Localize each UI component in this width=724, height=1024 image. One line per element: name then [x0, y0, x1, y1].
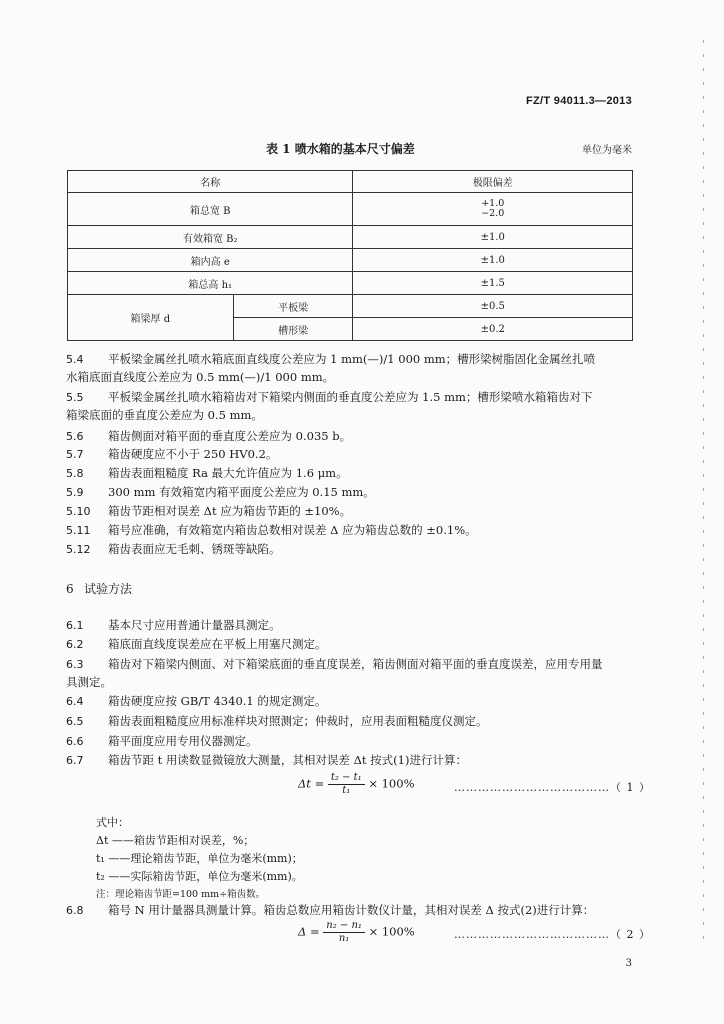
tolerance-upper: +1.0: [481, 198, 505, 209]
cell-subname: 槽形梁: [233, 318, 353, 341]
clause-6-3: 6.3 箱齿对下箱梁内侧面、对下箱梁底面的垂直度误差，箱齿侧面对箱平面的垂直度误差，应用专用量: [66, 657, 603, 671]
clause-5-4: 5.4 平板梁金属丝扎喷水箱底面直线度公差应为 1 mm(—)/1 000 mm；槽形梁树脂固化金属丝扎喷: [66, 352, 596, 366]
column-header-name: 名称: [68, 171, 353, 193]
clause-5-8: 5.8 箱齿表面粗糙度 Ra 最大允许值应为 1.6 μm。: [66, 466, 348, 480]
scan-edge-marks: [703, 40, 704, 940]
clause-5-5-cont: 箱梁底面的垂直度公差应为 0.5 mm。: [66, 408, 263, 422]
cell-name: 有效箱宽 B₂: [68, 226, 353, 249]
formula-2-fraction: $\frac{\text{n₂ − n₁}}{\text{n₁}}$: [323, 920, 365, 945]
cell-tolerance: ±0.2: [353, 318, 633, 341]
standard-code: FZ/T 94011.3—2013: [526, 95, 632, 107]
column-header-tolerance: 极限偏差: [353, 171, 633, 193]
formula-1-fraction: $\frac{\text{t₂ − t₁}}{\text{t₁}}$: [328, 772, 365, 797]
formula-2-number: …………………………………（ 2 ）: [454, 928, 651, 941]
table-header-row: [68, 171, 633, 193]
clause-5-10: 5.10 箱齿节距相对误差 Δt 应为箱齿节距的 ±10%。: [66, 504, 352, 518]
clause-5-5: 5.5 平板梁金属丝扎喷水箱箱齿对下箱梁内侧面的垂直度公差应为 1.5 mm；槽形梁喷水箱箱齿对下: [66, 390, 593, 404]
cell-tolerance: ±0.5: [353, 295, 633, 318]
clause-5-4-cont: 水箱底面直线度公差应为 0.5 mm(—)/1 000 mm。: [66, 370, 335, 384]
clause-6-1: 6.1 基本尺寸应用普通计量器具测定。: [66, 618, 281, 632]
cell-tolerance: [353, 193, 633, 226]
clause-5-11: 5.11 箱号应准确，有效箱宽内箱齿总数相对误差 Δ 应为箱齿总数的 ±0.1%。: [66, 523, 477, 537]
table-row: [68, 295, 633, 318]
cell-tolerance: ±1.5: [353, 272, 633, 295]
table-row: [68, 226, 633, 249]
clause-5-12: 5.12 箱齿表面应无毛刺、锈斑等缺陷。: [66, 542, 281, 556]
cell-name: 箱总高 h₁: [68, 272, 353, 295]
section-6-heading: 6 试验方法: [66, 582, 133, 596]
definition-delta-t: Δt ——箱齿节距相对误差，%；: [96, 834, 255, 847]
definition-t2: t₂ ——实际箱齿节距，单位为毫米(mm)。: [96, 870, 303, 883]
clause-6-5: 6.5 箱齿表面粗糙度应用标准样块对照测定；仲裁时，应用表面粗糙度仪测定。: [66, 714, 488, 728]
table-unit-note: 单位为毫米: [582, 145, 632, 156]
formula-1-number: …………………………………（ 1 ）: [454, 781, 651, 794]
clause-6-8: 6.8 箱号 N 用计量器具测量计算。箱齿总数应用箱齿计数仪计量，其相对误差 Δ 按式(2)进行计算：: [66, 903, 595, 917]
clause-5-7: 5.7 箱齿硬度应不小于 250 HV0.2。: [66, 447, 278, 461]
table-row: [68, 193, 633, 226]
where-title: 式中：: [96, 816, 129, 829]
clause-6-7: 6.7 箱齿节距 t 用读数显微镜放大测量，其相对误差 Δt 按式(1)进行计算：: [66, 753, 467, 767]
table-caption: 表 1 喷水箱的基本尺寸偏差: [266, 142, 415, 156]
clause-6-6: 6.6 箱平面度应用专用仪器测定。: [66, 734, 258, 748]
formula-2: Δ = $\frac{\text{n₂ − n₁}}{\text{n₁}}$ × 100%: [298, 920, 415, 944]
definition-t1: t₁ ——理论箱齿节距，单位为毫米(mm)；: [96, 852, 303, 865]
cell-tolerance: ±1.0: [353, 249, 633, 272]
clause-6-2: 6.2 箱底面直线度误差应在平板上用塞尺测定。: [66, 637, 327, 651]
clause-6-4: 6.4 箱齿硬度应按 GB/T 4340.1 的规定测定。: [66, 694, 327, 708]
table-row: [68, 272, 633, 295]
tolerance-lower: −2.0: [481, 208, 505, 219]
cell-name: 箱梁厚 d: [68, 295, 234, 341]
cell-subname: 平板梁: [233, 295, 353, 318]
clause-5-9: 5.9 300 mm 有效箱宽内箱平面度公差应为 0.15 mm。: [66, 485, 375, 499]
cell-name: 箱内高 e: [68, 249, 353, 272]
tolerance-table: [67, 170, 633, 341]
page-number: 3: [625, 958, 632, 969]
table-row: [68, 249, 633, 272]
formula-note: 注：理论箱齿节距=100 mm÷箱齿数。: [96, 889, 266, 900]
clause-5-6: 5.6 箱齿侧面对箱平面的垂直度公差应为 0.035 b。: [66, 429, 352, 443]
cell-name: 箱总宽 B: [68, 193, 353, 226]
clause-6-3-cont: 具测定。: [66, 675, 112, 689]
formula-1: Δt = $\frac{\text{t₂ − t₁}}{\text{t₁}}$ × 100%: [298, 772, 415, 796]
cell-tolerance: ±1.0: [353, 226, 633, 249]
